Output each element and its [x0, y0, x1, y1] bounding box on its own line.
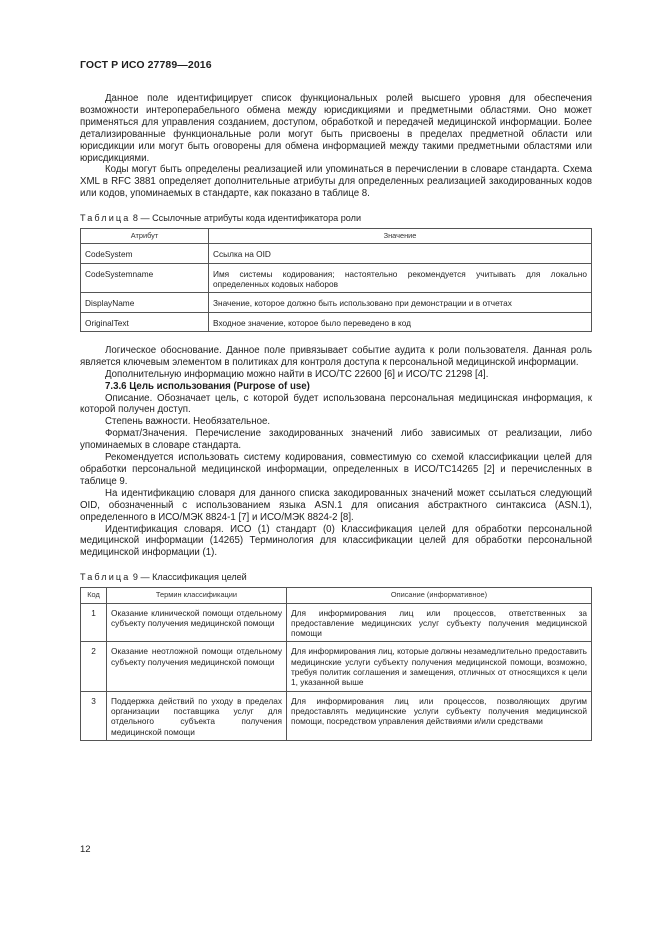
table-cell: 3 — [81, 691, 107, 740]
paragraph: Данное поле идентифицирует список функциональных ролей высшего уровня для обеспечения возможности интероперабельного обмена между юрисдикциями и предметными областями. Оно может применяться для управления созданием, доступом, обработкой и передачей медицинской информации. Более детализированные функциональные роли могут быть присвоены в пределах предметной области или юрисдикции или могут быть оговорены для обмена информацией между такими предметными областями или юрисдикциями. — [80, 93, 592, 164]
table-row — [81, 244, 592, 263]
paragraph: Описание. Обозначает цель, с которой будет использована персональная медицинская информация, к которой получен доступ. — [80, 392, 592, 416]
table-row — [81, 603, 592, 642]
table-cell: 1 — [81, 603, 107, 642]
table-header-row — [81, 588, 592, 603]
table-row — [81, 293, 592, 312]
spacer — [80, 559, 592, 572]
column-header-term: Термин классификации — [107, 588, 287, 603]
table-cell: DisplayName — [81, 293, 209, 312]
table-header-row — [81, 229, 592, 244]
table-cell: Оказание клинической помощи отдельному субъекту получения медицинской помощи — [107, 603, 287, 642]
column-header-code: Код — [81, 588, 107, 603]
table-cell: CodeSystem — [81, 244, 209, 263]
table-cell: CodeSystemname — [81, 263, 209, 293]
column-header-description: Описание (информативное) — [287, 588, 592, 603]
paragraph: Идентификация словаря. ИСО (1) стандарт (0) Классификация целей для обработки персональной медицинской информации (14265) Терминология для классификации целей для обработки персональной медицинской информации (1). — [80, 523, 592, 559]
table-cell: Ссылка на OID — [209, 244, 592, 263]
table-cell: Имя системы кодирования; настоятельно рекомендуется учитывать для локально определенных кодовых наборов — [209, 263, 592, 293]
paragraph: На идентификацию словаря для данного списка закодированных значений может ссылаться следующий OID, обозначенный с использованием языка ASN.1 для описания абстрактного синтаксиса (ASN.1), определенного в ИСО/МЭК 8824-1 [7] и ИСО/МЭК 8824-2 [8]. — [80, 487, 592, 523]
spacer — [80, 200, 592, 213]
table-row — [81, 263, 592, 293]
paragraph: Рекомендуется использовать систему кодирования, совместимую со схемой классификации целей для обработки персональной медицинской информации, определенных в ИСО/ТС14265 [2] и перечисленных в таблице 9. — [80, 452, 592, 487]
table-cell: 2 — [81, 642, 107, 691]
table-8-caption-prefix: Таблица — [80, 213, 131, 224]
column-header-attribute: Атрибут — [81, 229, 209, 244]
table-cell: Оказание неотложной помощи отдельному субъекту получения медицинской помощи — [107, 642, 287, 691]
table-9-caption-prefix: Таблица — [80, 572, 131, 583]
section-heading: 7.3.6 Цель использования (Purpose of use) — [105, 380, 310, 392]
paragraph: Формат/Значения. Перечисление закодированных значений либо зависимых от реализации, либо упоминаемых в словаре стандарта. — [80, 428, 592, 452]
table-cell: Поддержка действий по уходу в пределах организации поставщика услуг для отдельного субъекта получения медицинской помощи — [107, 691, 287, 740]
table-cell: Значение, которое должно быть использовано при демонстрации и в отчетах — [209, 293, 592, 312]
paragraph: Логическое обоснование. Данное поле привязывает событие аудита к роли пользователя. Данная роль является ключевым элементом в политиках для контроля доступа к персональной медицинской информации. — [80, 344, 592, 368]
table-9 — [80, 587, 592, 741]
table-cell: OriginalText — [81, 312, 209, 331]
table-cell: Для информирования лиц или процессов, позволяющих другим предоставлять медицинские услуги субъекту получения медицинской помощи, посредством управления действиями и/или средствами — [287, 691, 592, 740]
document-header: ГОСТ Р ИСО 27789—2016 — [80, 59, 212, 71]
page-number: 12 — [80, 844, 91, 855]
table-cell: Для информирования лиц или процессов, ответственных за предоставление медицинских услуг субъекту получения медицинской помощи — [287, 603, 592, 642]
table-9-caption-text: 9 — Классификация целей — [130, 572, 247, 583]
table-cell: Входное значение, которое было переведено в код — [209, 312, 592, 331]
table-8-caption-text: 8 — Ссылочные атрибуты кода идентификатора роли — [130, 213, 362, 224]
page-content — [80, 93, 592, 741]
table-row — [81, 312, 592, 331]
paragraph: Коды могут быть определены реализацией или упоминаться в перечислении в словаре стандарта. Схема XML в RFC 3881 определяет дополнительные атрибуты для определенных реализацией закодированных кодов или кодов, упоминаемых в стандарте, как показано в таблице 8. — [80, 164, 592, 200]
table-8-caption — [80, 213, 592, 224]
table-row — [81, 642, 592, 691]
table-8 — [80, 228, 592, 332]
column-header-value: Значение — [209, 229, 592, 244]
paragraph: Степень важности. Необязательное. — [105, 416, 271, 428]
table-9-caption — [80, 572, 592, 583]
table-cell: Для информирования лиц, которые должны незамедлительно предоставить медицинские услуги субъекту получения медицинской помощи, возможно, требуя политик соглашения и замещения, отличных от относящихся к цели 1, указанной выше — [287, 642, 592, 691]
table-row — [81, 691, 592, 740]
spacer — [80, 332, 592, 345]
paragraph: Дополнительную информацию можно найти в ИСО/ТС 22600 [6] и ИСО/ТС 21298 [4]. — [105, 368, 489, 380]
